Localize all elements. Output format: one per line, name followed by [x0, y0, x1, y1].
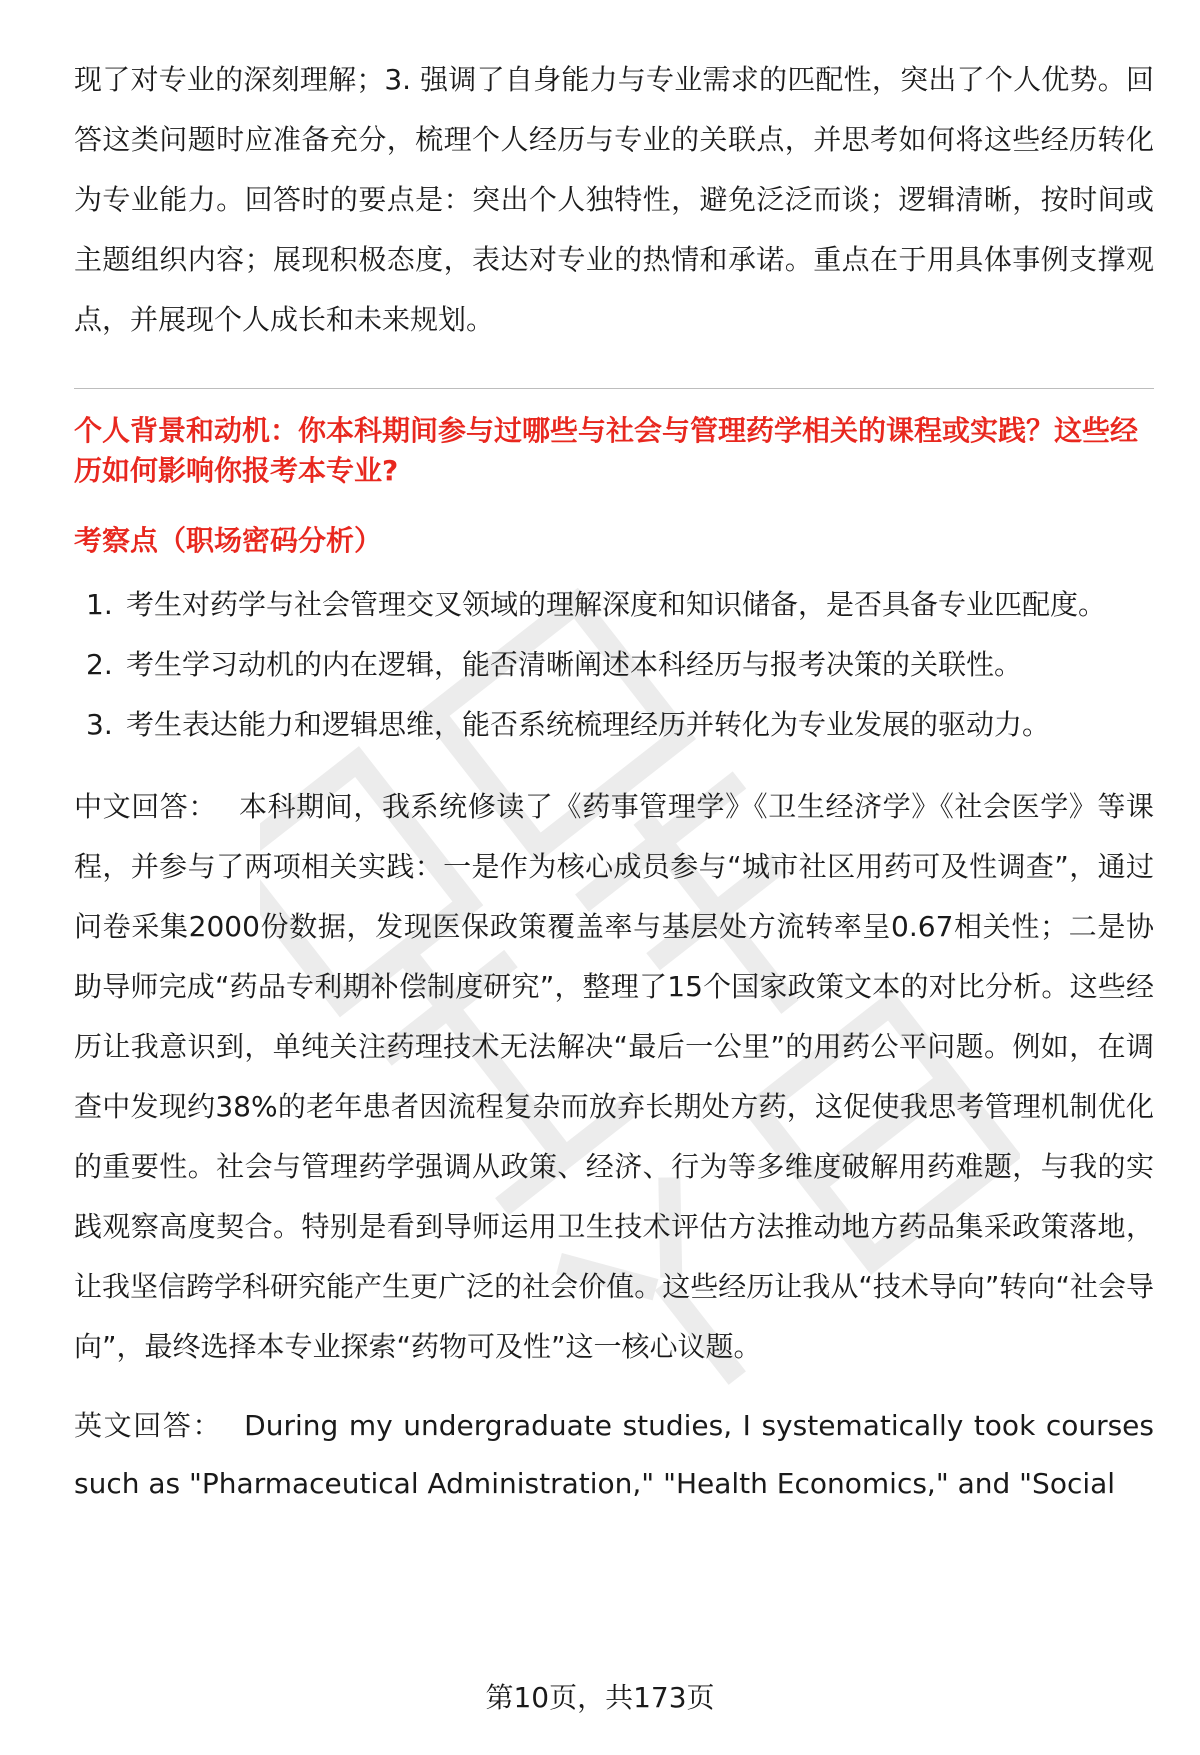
- exam-point-number: 2.: [86, 648, 113, 681]
- exam-points-list: [74, 575, 1154, 755]
- chinese-answer-text: 本科期间，我系统修读了《药事管理学》《卫生经济学》《社会医学》等课程，并参与了两项相关实践：一是作为核心成员参与“城市社区用药可及性调查”，通过问卷采集2000份数据，发现医保政策覆盖率与基层处方流转率呈0.67相关性；二是协助导师完成“药品专利期补偿制度研究”，整理了15个国家政策文本的对比分析。这些经历让我意识到，单纯关注药理技术无法解决“最后一公里”的用药公平问题。例如，在调查中发现约38%的老年患者因流程复杂而放弃长期处方药，这促使我思考管理机制优化的重要性。社会与管理药学强调从政策、经济、行为等多维度破解用药难题，与我的实践观察高度契合。特别是看到导师运用卫生技术评估方法推动地方药品集采政策落地，让我坚信跨学科研究能产生更广泛的社会价值。这些经历让我从“技术导向”转向“社会导向”，最终选择本专业探索“药物可及性”这一核心议题。: [74, 790, 1154, 1363]
- exam-point-number: 1.: [86, 588, 113, 621]
- english-answer-label: 英文回答：: [74, 1409, 223, 1442]
- english-answer: [74, 1397, 1154, 1513]
- english-answer-text: During my undergraduate studies, I systematically took courses such as "Pharmaceutical Administration," "Health Economics," and "Social: [74, 1409, 1154, 1500]
- exam-point-text: 考生表达能力和逻辑思维，能否系统梳理经历并转化为专业发展的驱动力。: [126, 708, 1051, 741]
- exam-point-item: [74, 575, 1154, 635]
- exam-point-text: 考生学习动机的内在逻辑，能否清晰阐述本科经历与报考决策的关联性。: [126, 648, 1023, 681]
- chinese-answer-label: 中文回答：: [74, 790, 217, 823]
- section-divider: [74, 388, 1154, 389]
- page-number-footer: 第10页，共173页: [485, 1681, 715, 1714]
- intro-paragraph: 现了对专业的深刻理解；3. 强调了自身能力与专业需求的匹配性，突出了个人优势。回答这类问题时应准备充分，梳理个人经历与专业的关联点，并思考如何将这些经历转化为专业能力。回答时的要点是：突出个人独特性，避免泛泛而谈；逻辑清晰，按时间或主题组织内容；展现积极态度，表达对专业的热情和承诺。重点在于用具体事例支撑观点，并展现个人成长和未来规划。: [74, 63, 1154, 336]
- exam-point-number: 3.: [86, 708, 113, 741]
- exam-points-title: 考察点（职场密码分析）: [74, 524, 383, 557]
- exam-point-item: [74, 695, 1154, 755]
- question-heading: 个人背景和动机：你本科期间参与过哪些与社会与管理药学相关的课程或实践？这些经历如何影响你报考本专业?: [74, 414, 1139, 487]
- content-area: [74, 50, 1154, 1513]
- exam-point-text: 考生对药学与社会管理交叉领域的理解深度和知识储备，是否具备专业匹配度。: [126, 588, 1107, 621]
- exam-point-item: [74, 635, 1154, 695]
- chinese-answer: [74, 777, 1154, 1377]
